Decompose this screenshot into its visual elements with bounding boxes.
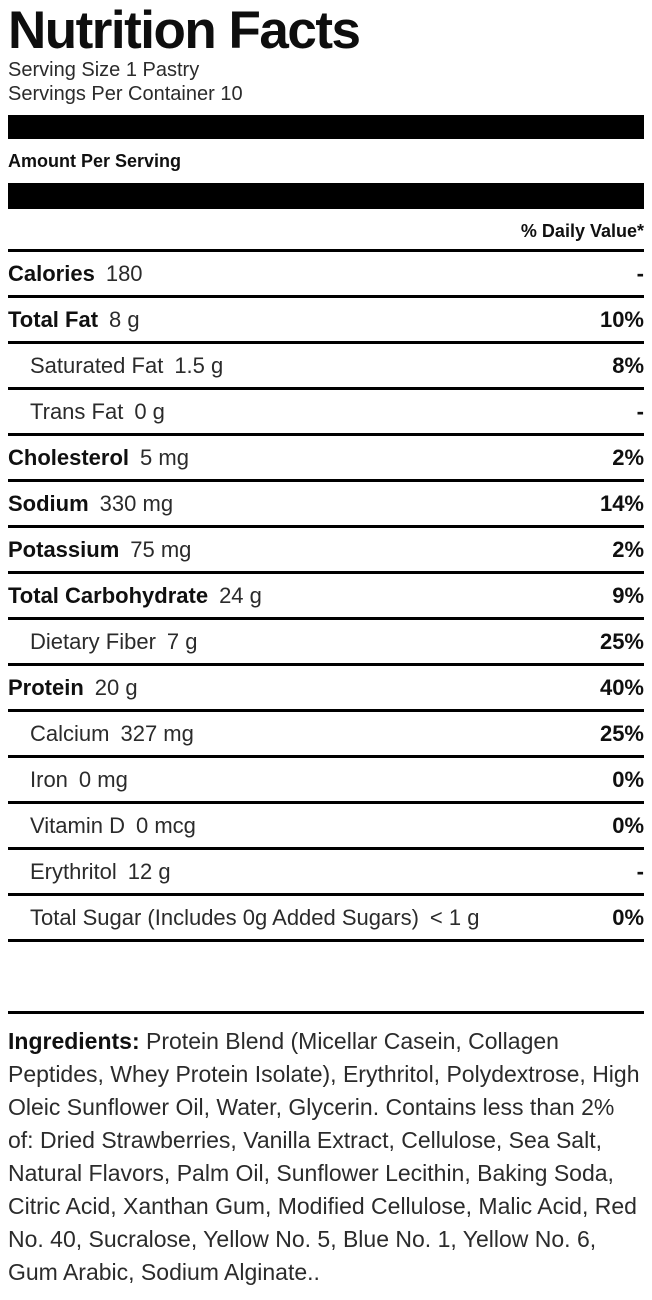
- nutrient-row: [8, 896, 644, 942]
- nutrient-name: Calories: [8, 260, 95, 286]
- nutrient-amount: 330 mg: [99, 490, 174, 516]
- nutrient-row-left: [8, 813, 196, 839]
- daily-value-header: % Daily Value*: [8, 209, 644, 252]
- nutrient-daily-value: 2%: [612, 536, 644, 562]
- nutrient-amount: 5 mg: [140, 444, 189, 470]
- nutrient-row-left: [8, 675, 138, 701]
- nutrient-row: [8, 344, 644, 390]
- nutrient-daily-value: -: [636, 858, 644, 884]
- nutrient-row-left: [8, 353, 223, 379]
- nutrient-name: Vitamin D: [30, 812, 125, 838]
- nutrient-row-left: [8, 905, 479, 931]
- ingredients-label: Ingredients:: [8, 1028, 147, 1055]
- ingredients-text: Protein Blend (Micellar Casein, Collagen Peptides, Whey Protein Isolate), Erythritol, Polydextrose, High Oleic Sunflower Oil, Water, Glycerin. Contains less than 2% of: Dried Strawberries, Vanilla Extract, Cellulose, Sea Salt, Natural Flavors, Palm Oil, Sunflower Lecithin, Baking Soda, Citric Acid, Xanthan Gum, Modified Cellulose, Malic Acid, Red No. 40, Sucralose, Yellow No. 5, Blue No. 1, Yellow No. 6, Gum Arabic, Sodium Alginate..: [8, 1028, 640, 1286]
- nutrient-row-left: [8, 767, 128, 793]
- nutrient-row-left: [8, 261, 143, 287]
- nutrient-amount: 1.5 g: [174, 352, 224, 378]
- nutrient-name: Cholesterol: [8, 444, 130, 470]
- label-title: Nutrition Facts: [8, 1, 360, 60]
- nutrient-row-left: [8, 445, 189, 471]
- nutrient-amount: 7 g: [166, 628, 198, 654]
- nutrient-daily-value: 0%: [612, 766, 644, 792]
- nutrient-name: Calcium: [30, 720, 110, 746]
- nutrient-amount: 20 g: [94, 674, 138, 700]
- nutrient-row-left: [8, 399, 165, 425]
- nutrient-row: [8, 804, 644, 850]
- nutrient-name: Trans Fat: [30, 398, 124, 424]
- nutrient-name: Erythritol: [30, 858, 117, 884]
- ingredients-section: [8, 1011, 644, 1289]
- nutrient-name: Potassium: [8, 536, 120, 562]
- nutrient-table: [8, 252, 644, 942]
- nutrient-row: [8, 850, 644, 896]
- nutrient-row: [8, 390, 644, 436]
- nutrient-row: [8, 436, 644, 482]
- nutrient-amount: 12 g: [127, 858, 171, 884]
- nutrient-amount: 327 mg: [120, 720, 194, 746]
- nutrient-amount: 75 mg: [130, 536, 192, 562]
- nutrient-amount: 0 mg: [78, 766, 128, 792]
- nutrient-daily-value: 9%: [612, 582, 644, 608]
- nutrient-daily-value: 10%: [599, 306, 644, 332]
- nutrient-row-left: [8, 721, 194, 747]
- nutrition-facts-label: [0, 1, 652, 1289]
- nutrient-row: [8, 666, 644, 712]
- nutrient-daily-value: -: [636, 260, 644, 286]
- nutrient-daily-value: 8%: [612, 352, 644, 378]
- nutrient-name: Total Sugar (Includes 0g Added Sugars): [30, 904, 419, 930]
- thick-divider-bar: [8, 115, 644, 139]
- nutrient-name: Iron: [30, 766, 68, 792]
- amount-per-serving-heading: Amount Per Serving: [8, 151, 182, 172]
- nutrient-daily-value: 14%: [599, 490, 644, 516]
- nutrient-row-left: [8, 537, 191, 563]
- serving-size-text: Serving Size 1 Pastry: [8, 59, 200, 82]
- nutrient-row: [8, 758, 644, 804]
- nutrient-amount: 0 g: [134, 398, 165, 424]
- nutrient-row: [8, 574, 644, 620]
- nutrient-amount: < 1 g: [429, 904, 480, 930]
- nutrient-name: Total Carbohydrate: [8, 582, 209, 608]
- nutrient-row: [8, 252, 644, 298]
- nutrient-name: Total Fat: [8, 306, 99, 332]
- nutrient-row: [8, 712, 644, 758]
- nutrient-row-left: [8, 491, 173, 517]
- nutrient-row: [8, 482, 644, 528]
- nutrient-daily-value: -: [636, 398, 644, 424]
- nutrient-daily-value: 25%: [599, 720, 644, 746]
- nutrient-name: Saturated Fat: [30, 352, 164, 378]
- nutrient-daily-value: 25%: [599, 628, 644, 654]
- nutrient-daily-value: 0%: [612, 904, 644, 930]
- nutrient-row: [8, 620, 644, 666]
- nutrient-name: Dietary Fiber: [30, 628, 156, 654]
- nutrient-row-left: [8, 307, 140, 333]
- nutrient-row: [8, 528, 644, 574]
- nutrient-amount: 180: [105, 260, 143, 286]
- nutrient-daily-value: 2%: [612, 444, 644, 470]
- thick-divider-bar: [8, 183, 644, 209]
- nutrient-daily-value: 40%: [599, 674, 644, 700]
- nutrient-row-left: [8, 583, 262, 609]
- nutrient-row: [8, 298, 644, 344]
- nutrient-amount: 8 g: [109, 306, 140, 332]
- servings-per-container-text: Servings Per Container 10: [8, 83, 243, 106]
- nutrient-row-left: [8, 629, 198, 655]
- spacer: [8, 942, 644, 1011]
- nutrient-daily-value: 0%: [612, 812, 644, 838]
- nutrient-row-left: [8, 859, 171, 885]
- nutrient-amount: 24 g: [219, 582, 262, 608]
- nutrient-amount: 0 mcg: [135, 812, 196, 838]
- nutrient-name: Sodium: [8, 490, 89, 516]
- nutrient-name: Protein: [8, 674, 84, 700]
